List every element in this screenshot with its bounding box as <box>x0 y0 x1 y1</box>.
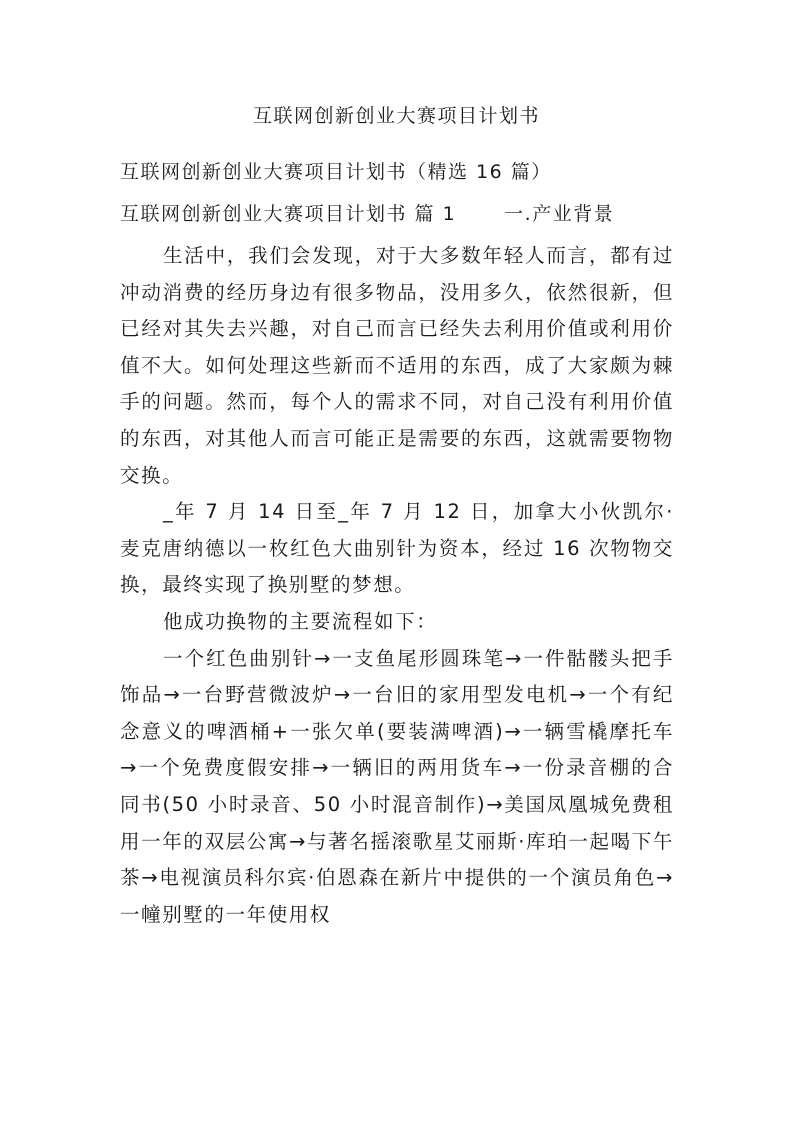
section-heading <box>120 199 680 229</box>
paragraph-4: 一个红色曲别针→一支鱼尾形圆珠笔→一件骷髅头把手饰品→一台野营微波炉→一台旧的家用型发电机→一个有纪念意义的啤酒桶+一张欠单(要装满啤酒)→一辆雪橇摩托车→一个免费度假安排→一辆旧的两用货车→一份录音棚的合同书(50 小时录音、50 小时混音制作)→美国凤凰城免费租用一年的双层公寓→与著名摇滚歌星艾丽斯·库珀一起喝下午茶→电视演员科尔宾·伯恩森在新片中提供的一个演员角色→一幢别墅的一年使用权 <box>120 646 674 926</box>
section-topic-label: 一.产业背景 <box>504 203 615 225</box>
paragraph-2: _年 7 月 14 日至_年 7 月 12 日，加拿大小伙凯尔·麦克唐纳德以一枚红色大曲别针为资本，经过 16 次物物交换，最终实现了换别墅的梦想。 <box>120 500 674 597</box>
paragraph-1: 生活中，我们会发现，对于大多数年轻人而言，都有过冲动消费的经历身边有很多物品，没用多久，依然很新，但已经对其失去兴趣，对自己而言已经失去利用价值或利用价值不大。如何处理这些新而不适用的东西，成了大家颇为棘手的问题。然而，每个人的需求不同，对自己没有利用价值的东西，对其他人而言可能正是需要的东西，这就需要物物交换。 <box>120 244 674 487</box>
paragraph-3: 他成功换物的主要流程如下： <box>163 609 438 633</box>
document-subtitle: 互联网创新创业大赛项目计划书（精选 16 篇） <box>120 161 552 183</box>
section-part-label: 互联网创新创业大赛项目计划书 篇 1 <box>120 203 457 225</box>
document-title: 互联网创新创业大赛项目计划书 <box>252 105 540 127</box>
document-body <box>120 238 674 933</box>
